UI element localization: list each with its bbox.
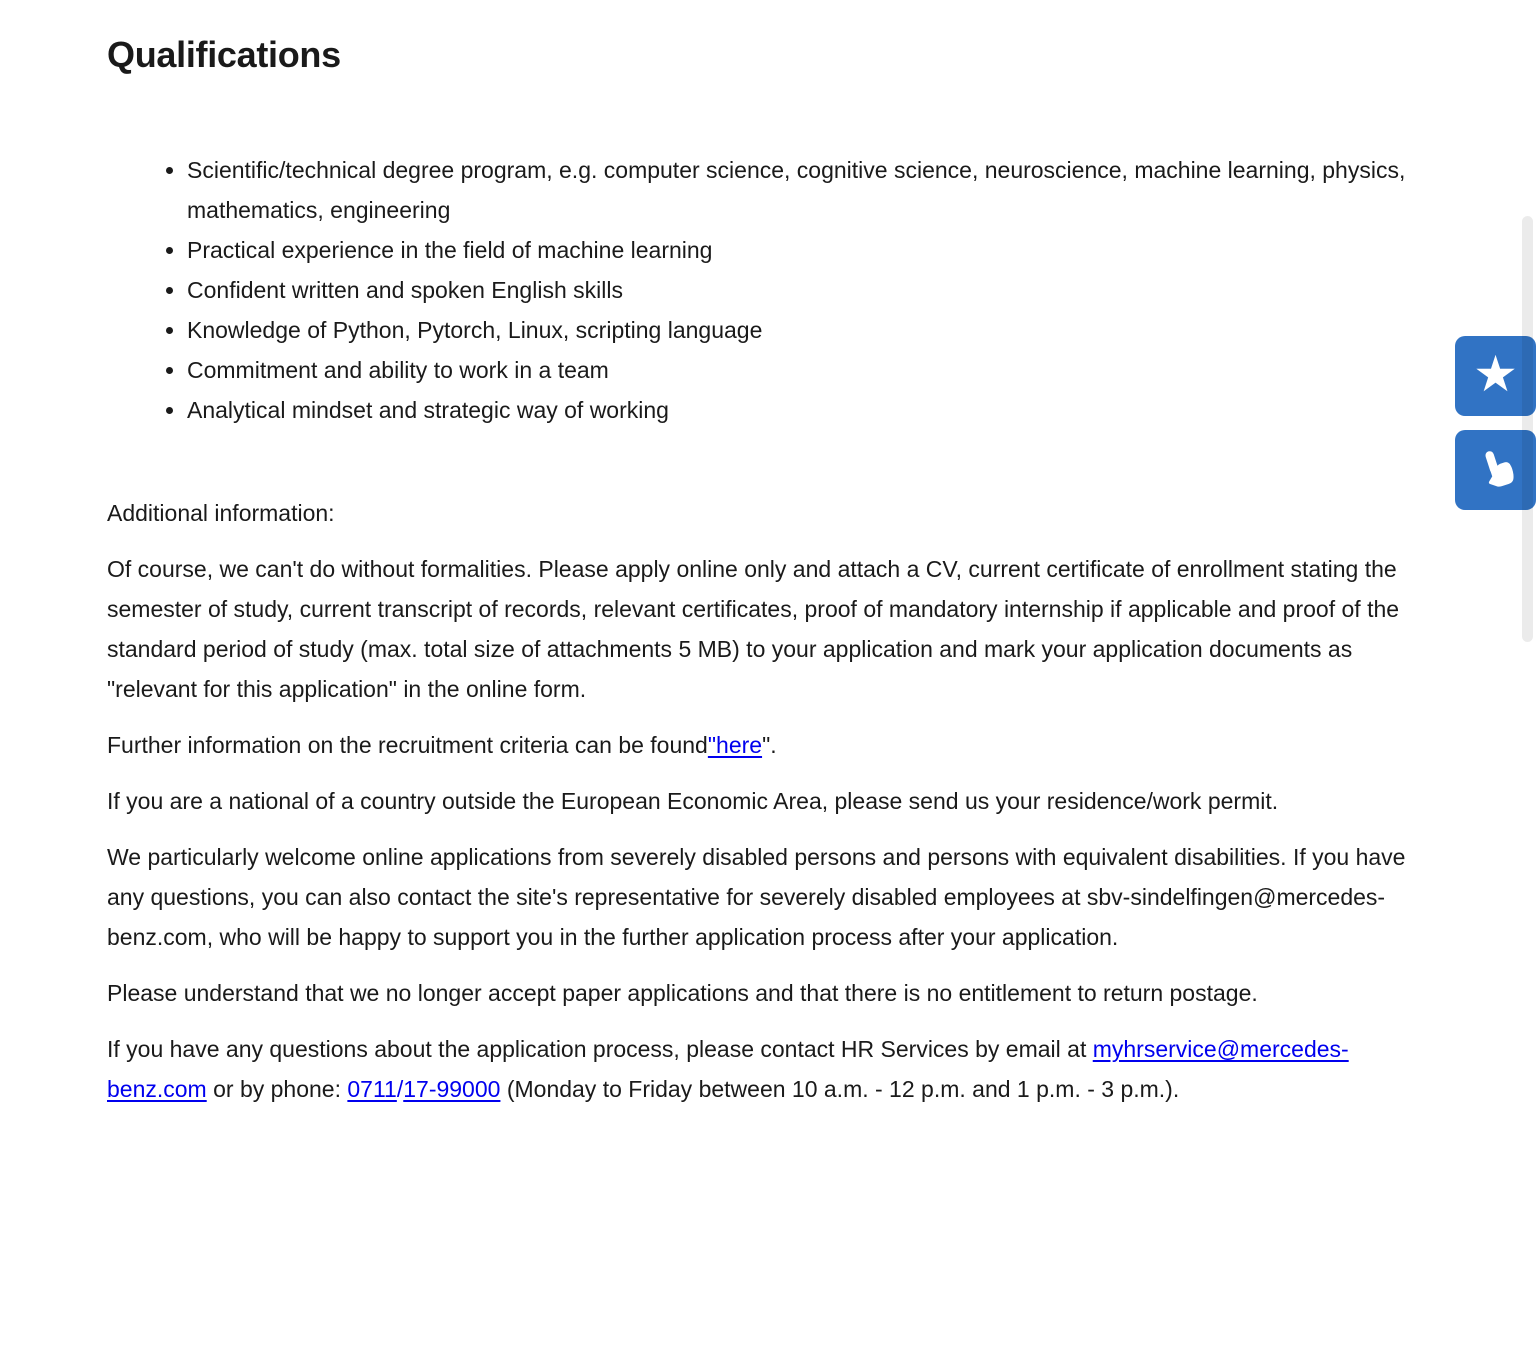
phone-separator: / xyxy=(396,1076,404,1102)
additional-info-paragraphs xyxy=(107,549,1435,1109)
paragraph: Further information on the recruitment criteria can be found"here". xyxy=(107,732,777,758)
qualification-item: • Knowledge of Python, Pytorch, Linux, scripting language xyxy=(187,310,1435,350)
paragraph: Of course, we can't do without formalities. Please apply online only and attach a CV, current certificate of enrollment stating the semester of study, current transcript of records, relevant certificates, proof of mandatory internship if applicable and proof of the standard period of study (max. total size of attachments 5 MB) to your application and mark your application documents as "relevant for this application" in the online form. xyxy=(107,556,1400,702)
qualification-item: • Practical experience in the field of machine learning xyxy=(187,230,1435,270)
scrollbar-track[interactable] xyxy=(1522,216,1533,642)
phone-number-link[interactable]: 17-99000 xyxy=(403,1076,501,1102)
qualification-item: • Confident written and spoken English skills xyxy=(187,270,1435,310)
page-title: Qualifications xyxy=(107,34,341,75)
paragraph: Please understand that we no longer accept paper applications and that there is no entitlement to return postage. xyxy=(107,980,1258,1006)
paragraph: If you have any questions about the application process, please contact HR Services by email at myhrservice@mercedes-benz.com or by phone: 0711/17-99000 (Monday to Friday between 10 a.m. - 12 p.m. and 1 p.m. - 3 p.m.). xyxy=(107,1036,1349,1102)
qualification-item: • Analytical mindset and strategic way of working xyxy=(187,390,1435,430)
here-link[interactable]: "here xyxy=(707,732,763,758)
qualification-item: • Commitment and ability to work in a team xyxy=(187,350,1435,390)
pointing-hand-icon xyxy=(1474,447,1518,494)
star-icon: ★ xyxy=(1473,345,1518,403)
phone-prefix-link[interactable]: 0711 xyxy=(347,1076,397,1102)
qualifications-list xyxy=(107,150,1435,430)
additional-info-label: Additional information: xyxy=(107,500,335,526)
qualification-item: • Scientific/technical degree program, e.g. computer science, cognitive science, neuroscience, machine learning, physics, mathematics, engineering xyxy=(187,150,1435,230)
paragraph: We particularly welcome online applications from severely disabled persons and persons with equivalent disabilities. If you have any questions, you can also contact the site's representative for severely disabled employees at sbv-sindelfingen@mercedes-benz.com, who will be happy to support you in the further application process after your application. xyxy=(107,844,1406,950)
job-description-section xyxy=(107,0,1435,1109)
paragraph: If you are a national of a country outside the European Economic Area, please send us your residence/work permit. xyxy=(107,788,1279,814)
email-link[interactable]: myhrservice@mercedes-benz.com xyxy=(107,1036,1349,1102)
